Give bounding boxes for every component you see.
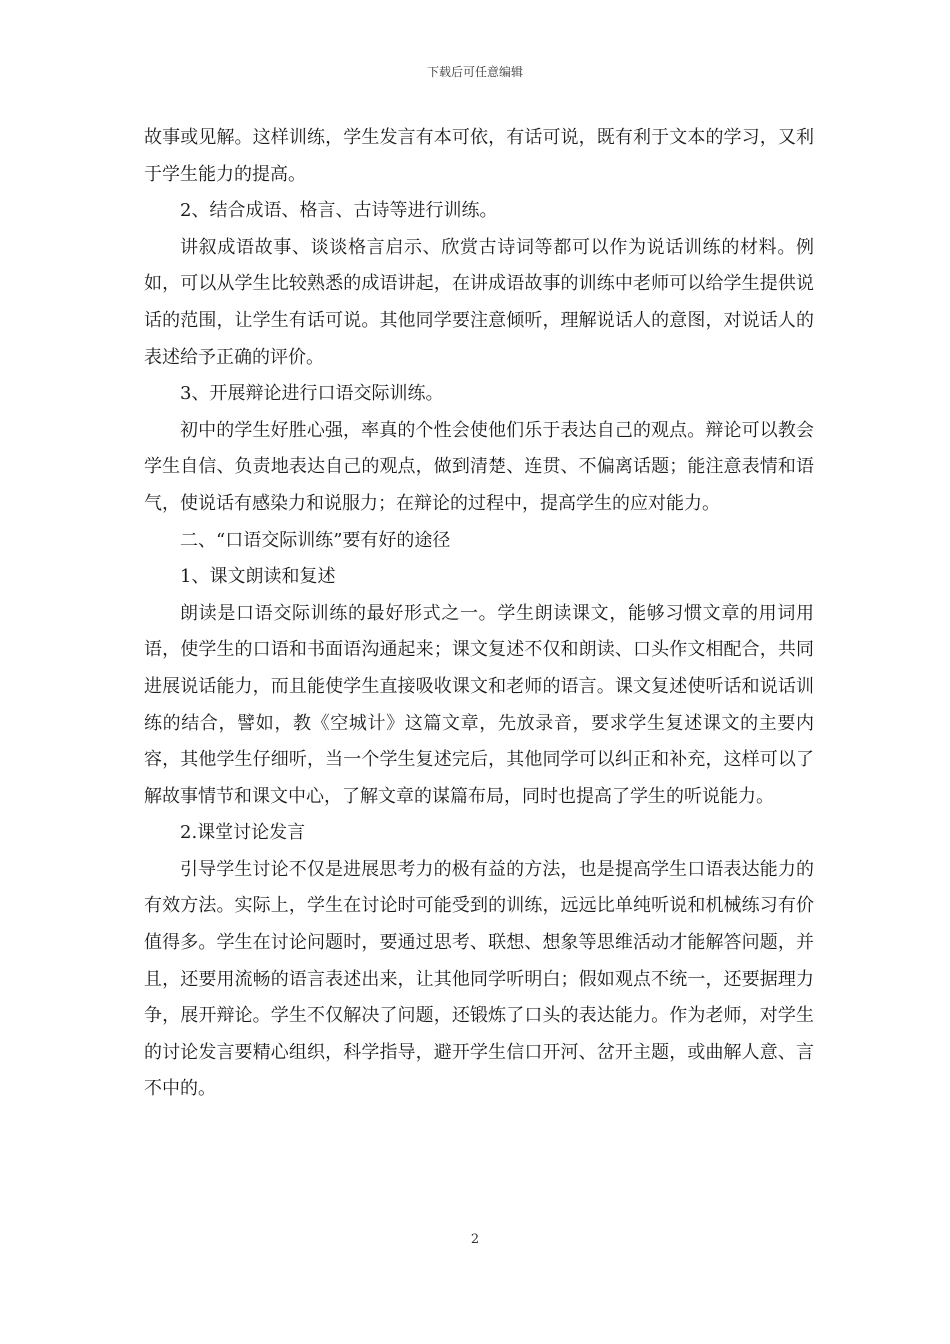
paragraph-debate-training: 初中的学生好胜心强，率真的个性会使他们乐于表达自己的观点。辩论可以教会学生自信、负责地表达自己的观点，做到清楚、连贯、不偏离话题；能注意表情和语气，使说话有感染力和说服力；在辩论的过程中，提高学生的应对能力。 — [144, 419, 814, 514]
document-body — [144, 120, 814, 1108]
subheading-reading-retelling: 1、课文朗读和复述 — [180, 566, 336, 588]
subheading-class-discussion: 2.课堂讨论发言 — [180, 822, 306, 844]
subheading-debate-training: 3、开展辩论进行口语交际训练。 — [180, 383, 444, 405]
page-header: 下载后可任意编辑 — [426, 65, 523, 79]
page-number: 2 — [470, 1232, 480, 1247]
paragraph-idioms-training: 讲叙成语故事、谈谈格言启示、欣赏古诗词等都可以作为说话训练的材料。例如，可以从学生比较熟悉的成语讲起，在讲成语故事的训练中老师可以给学生提供说话的范围，让学生有话可说。其他同学要注意倾听，理解说话人的意图，对说话人的表述给予正确的评价。 — [144, 236, 814, 368]
paragraph-class-discussion: 引导学生讨论不仅是进展思考力的极有益的方法，也是提高学生口语表达能力的有效方法。实际上，学生在讨论时可能受到的训练，远远比单纯听说和机械练习有价值得多。学生在讨论问题时，要通过思考、联想、想象等思维活动才能解答问题，并且，还要用流畅的语言表述出来，让其他同学听明白；假如观点不统一，还要据理力争，展开辩论。学生不仅解决了问题，还锻炼了口头的表达能力。作为老师，对学生的讨论发言要精心组织，科学指导，避开学生信口开河、岔开主题，或曲解人意、言不中的。 — [144, 858, 814, 1100]
paragraph-reading-retelling: 朗读是口语交际训练的最好形式之一。学生朗读课文，能够习惯文章的用词用语，使学生的口语和书面语沟通起来；课文复述不仅和朗读、口头作文相配合，共同进展说话能力，而且能使学生直接吸收课文和老师的语言。课文复述使听话和说话训练的结合，譬如，教《空城计》这篇文章，先放录音，要求学生复述课文的主要内容，其他学生仔细听，当一个学生复述完后，其他同学可以纠正和补充，这样可以了解故事情节和课文中心，了解文章的谋篇布局，同时也提高了学生的听说能力。 — [144, 602, 814, 807]
section-heading-approaches: 二、“口语交际训练”要有好的途径 — [180, 529, 451, 551]
paragraph-continuation: 故事或见解。这样训练，学生发言有本可依，有话可说，既有利于文本的学习，又利于学生能力的提高。 — [144, 127, 814, 185]
subheading-idioms-training: 2、结合成语、格言、古诗等进行训练。 — [180, 200, 498, 222]
